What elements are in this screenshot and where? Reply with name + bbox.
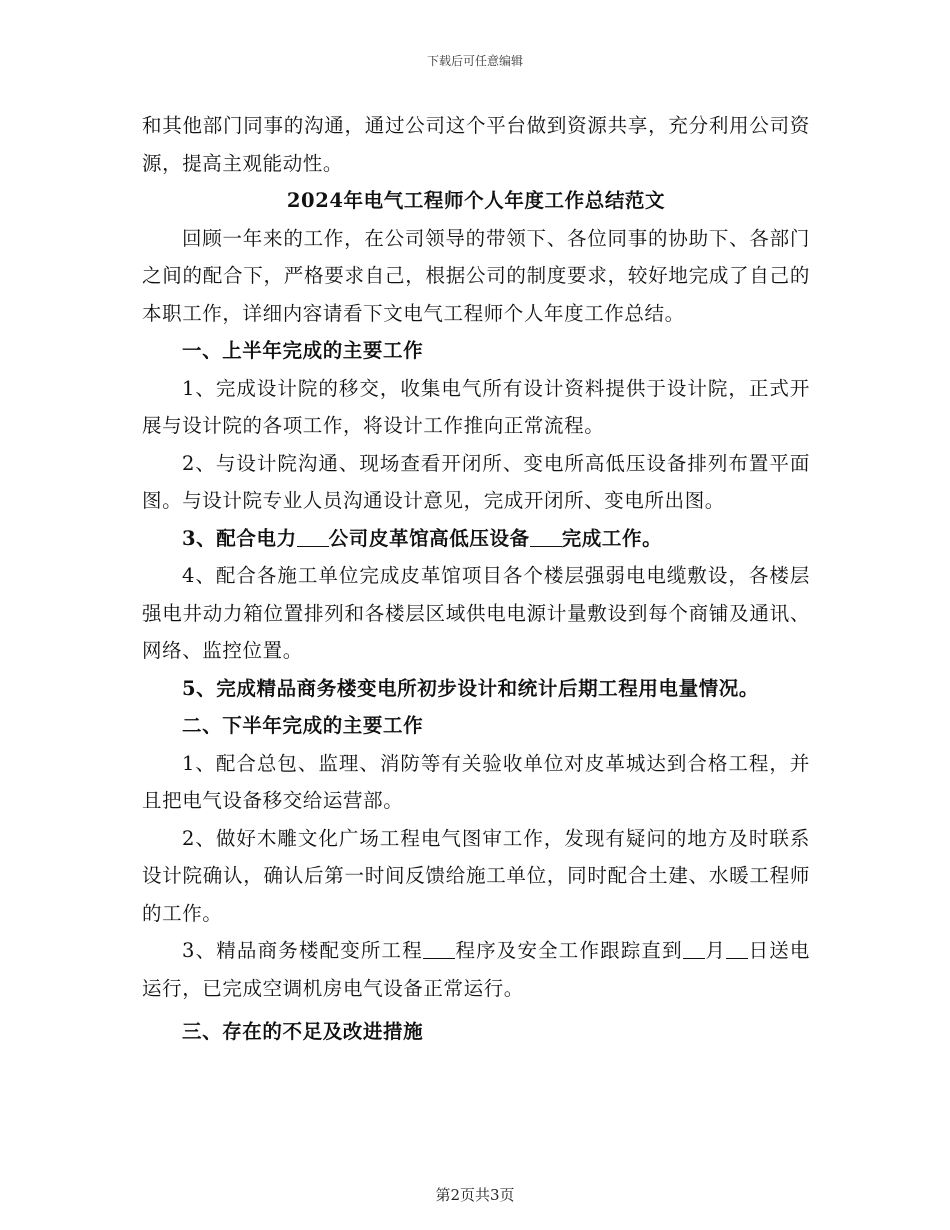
- section-heading-3: 三、存在的不足及改进措施: [182, 1020, 424, 1043]
- list-item: 1、配合总包、监理、消防等有关验收单位对皮革城达到合格工程，并且把电气设备移交给运营部。: [142, 751, 810, 812]
- text-segment: 月: [704, 939, 726, 962]
- text-segment: 3、精品商务楼配变所工程: [182, 939, 423, 962]
- fill-blank: [683, 939, 705, 960]
- list-item: 1、完成设计院的移交，收集电气所有设计资料提供于设计院，正式开展与设计院的各项工作，将设计工作推向正常流程。: [142, 376, 810, 437]
- paragraph-continuation: 和其他部门同事的沟通，通过公司这个平台做到资源共享，充分利用公司资源，提高主观能动性。: [142, 114, 810, 175]
- fill-blank: [530, 526, 562, 547]
- section-heading-1: 一、上半年完成的主要工作: [182, 339, 424, 362]
- list-item: [142, 932, 810, 1007]
- paragraph-intro: 回顾一年来的工作，在公司领导的带领下、各位同事的协助下、各部门之间的配合下，严格要求自己，根据公司的制度要求，较好地完成了自己的本职工作，详细内容请看下文电气工程师个人年度工作总结。: [142, 226, 810, 325]
- list-item-bold: [142, 520, 810, 558]
- text-segment: 日送电运行，已完成空调机房电气设备正常运行。: [142, 939, 810, 1000]
- text-segment: 完成工作。: [561, 526, 663, 550]
- page-footer: 第2页共3页: [435, 1186, 515, 1204]
- list-item: 2、做好木雕文化广场工程电气图审工作，发现有疑问的地方及时联系设计院确认，确认后第一时间反馈给施工单位，同时配合土建、水暖工程师的工作。: [142, 826, 810, 925]
- list-item: 4、配合各施工单位完成皮革馆项目各个楼层强弱电电缆敷设，各楼层强电井动力箱位置排列和各楼层区域供电电源计量敷设到每个商铺及通讯、网络、监控位置。: [142, 564, 810, 662]
- fill-blank: [297, 526, 329, 547]
- document-title: 2024年电气工程师个人年度工作总结范文: [286, 189, 666, 212]
- list-item: 2、与设计院沟通、现场查看开闭所、变电所高低压设备排列布置平面图。与设计院专业人员沟通设计意见，完成开闭所、变电所出图。: [142, 451, 810, 512]
- fill-blank: [726, 939, 748, 960]
- page-header: 下载后可任意编辑: [426, 54, 523, 68]
- fill-blank: [423, 939, 455, 960]
- text-segment: 3、配合电力: [182, 526, 297, 550]
- text-segment: 程序及安全工作跟踪直到: [454, 939, 683, 962]
- section-heading-2: 二、下半年完成的主要工作: [182, 714, 424, 737]
- document-body: [142, 107, 810, 1051]
- list-item-bold: 5、完成精品商务楼变电所初步设计和统计后期工程用电量情况。: [182, 676, 759, 700]
- text-segment: 公司皮革馆高低压设备: [328, 526, 530, 550]
